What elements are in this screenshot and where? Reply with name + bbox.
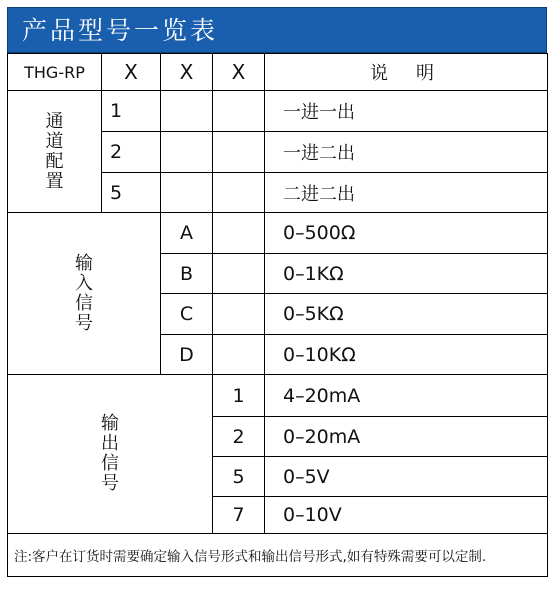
table-row	[8, 375, 548, 417]
output-code: 5	[213, 457, 265, 497]
input-code: C	[161, 294, 213, 335]
output-code: 7	[213, 497, 265, 534]
input-desc: 0–5KΩ	[265, 294, 548, 335]
input-code: A	[161, 213, 213, 254]
channel-config-label: 通 道 配 置	[8, 91, 102, 213]
channel-desc: 一进二出	[265, 132, 548, 173]
channel-desc: 一进一出	[265, 91, 548, 132]
order-note: 注:客户在订货时需要确定输入信号形式和输出信号形式,如有特殊需要可以定制.	[8, 534, 548, 577]
product-model-table-frame	[7, 7, 547, 595]
header-description: 说明	[265, 54, 548, 91]
table-row	[8, 213, 548, 254]
note-row	[8, 534, 548, 577]
channel-code: 1	[102, 91, 161, 132]
input-desc: 0–500Ω	[265, 213, 548, 254]
header-model: THG-RP	[8, 54, 102, 91]
title-bar	[7, 7, 547, 53]
header-x-channel: X	[102, 54, 161, 91]
model-table	[7, 53, 548, 577]
table-row	[8, 91, 548, 132]
output-desc: 0–5V	[265, 457, 548, 497]
input-code: D	[161, 335, 213, 375]
output-signal-label: 输 出 信 号	[8, 375, 213, 534]
output-desc: 4–20mA	[265, 375, 548, 417]
page-title: 产品型号一览表	[22, 16, 219, 45]
output-code: 1	[213, 375, 265, 417]
channel-code: 2	[102, 132, 161, 173]
output-desc: 0–10V	[265, 497, 548, 534]
output-desc: 0–20mA	[265, 417, 548, 457]
output-code: 2	[213, 417, 265, 457]
header-row	[8, 54, 548, 91]
header-x-output: X	[213, 54, 265, 91]
input-signal-label: 输 入 信 号	[8, 213, 161, 375]
header-x-input: X	[161, 54, 213, 91]
input-desc: 0–10KΩ	[265, 335, 548, 375]
input-code: B	[161, 254, 213, 294]
channel-desc: 二进二出	[265, 173, 548, 213]
channel-code: 5	[102, 173, 161, 213]
input-desc: 0–1KΩ	[265, 254, 548, 294]
